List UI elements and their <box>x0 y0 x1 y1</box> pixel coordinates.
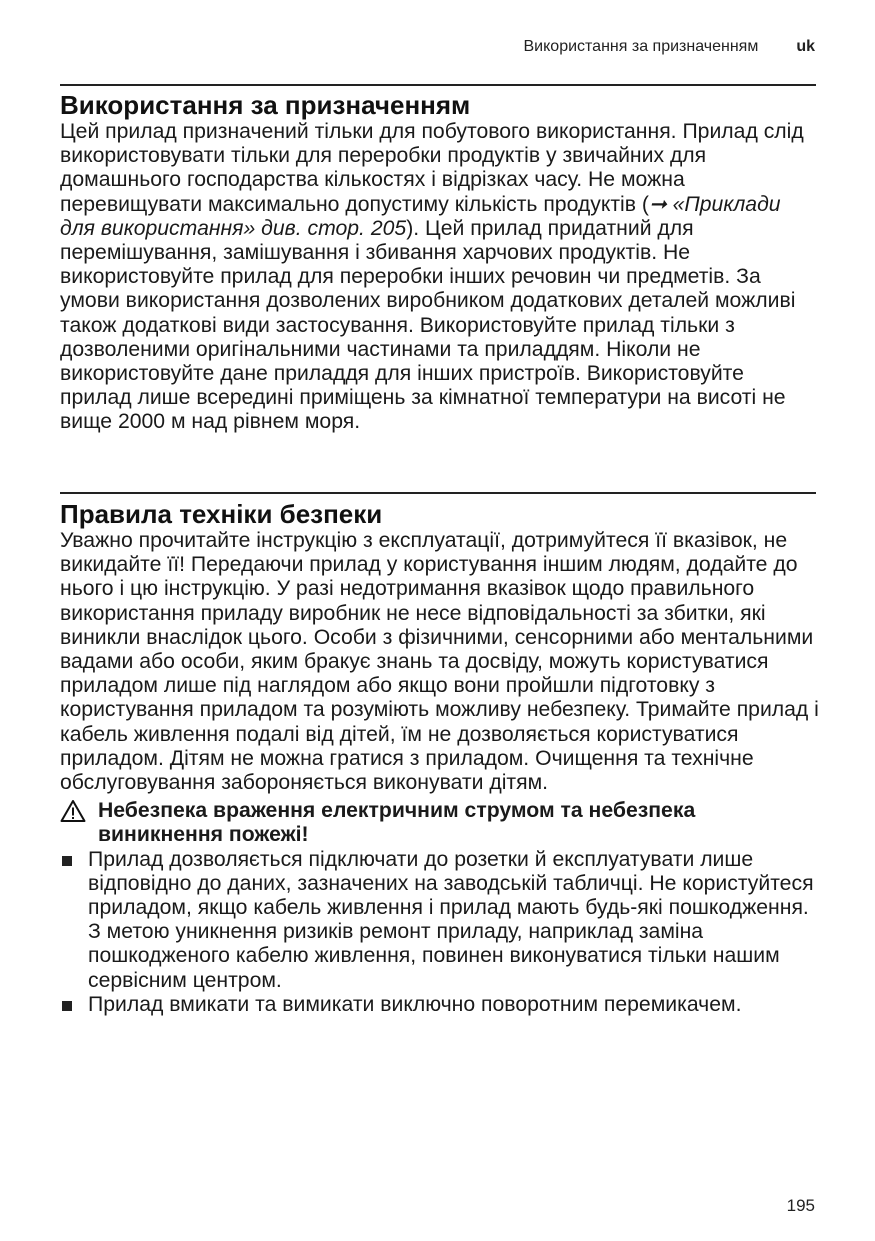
warning-title: Небезпека враження електричним струмом та небезпека виникнення пожежі! <box>98 799 696 847</box>
warning-heading <box>60 799 820 847</box>
warning-triangle-icon <box>60 799 86 823</box>
paragraph-text: ). Цей прилад придатний для перемішування, замішування і збивання харчових продуктів. Не використовуйте прилад для переробки інших речовин чи предметів. За умови використання дозволених виробником додаткових деталей можливі також додаткові види застосування. Використовуйте прилад тільки з дозволеними оригінальними частинами та приладдям. Ніколи не використовуйте дане приладдя для інших пристроїв. Використовуйте прилад лише всередині приміщень за кімнатної температури на висоті не вище 2000 м над рівнем моря. <box>60 216 796 434</box>
safety-paragraph: Уважно прочитайте інструкцію з експлуатації, дотримуйтеся її вказівок, не викидайте її! Передаючи прилад у користування іншим людям, додайте до нього і цю інструкцію. У разі недотримання вказівок щодо правильного використання приладу виробник не несе відповідальності за збитки, які виникли внаслідок цього. Особи з фізичними, сенсорними або ментальними вадами або особи, яким бракує знань та досвіду, можуть користуватися приладом лише під наглядом або якщо вони пройшли підготовку з користування приладом та розуміють можливу небезпеку. Тримайте прилад і кабель живлення подалі від дітей, їм не дозволяється користуватися приладом. Дітям не можна гратися з приладом. Очищення та технічне обслуговування забороняється виконувати дітям. <box>60 529 819 795</box>
page-reference-text: «Приклади для використання» див. стор. 205 <box>60 192 781 240</box>
section-title: Правила техніки безпеки <box>60 499 383 529</box>
language-code: uk <box>796 38 815 55</box>
list-item <box>60 848 820 993</box>
intended-use-paragraph <box>60 120 820 435</box>
section-divider <box>60 492 816 494</box>
section-divider <box>60 84 816 86</box>
list-item <box>60 993 820 1017</box>
section-intended-use <box>60 90 820 435</box>
section-title: Використання за призначенням <box>60 90 471 120</box>
bullet-square-icon <box>62 1001 72 1011</box>
safety-bullet-list <box>60 848 820 1017</box>
arrow-right-icon: ➞ <box>648 192 667 216</box>
paragraph-text: Цей прилад призначений тільки для побутового використання. Прилад слід використовувати тільки для переробки продуктів у звичайних для домашнього господарства кількостях і відрізках часу. Не можна перевищувати максимально допустиму кількість продуктів ( <box>60 120 804 216</box>
bullet-text: Прилад дозволяється підключати до розетки й експлуатувати лише відповідно до даних, зазначених на заводській табличці. Не користуйтеся приладом, якщо кабель живлення і прилад мають будь-які пошкодження. З метою уникнення ризиків ремонт приладу, наприклад заміна пошкодженого кабелю живлення, повинен виконуватися тільки нашим сервісним центром. <box>88 847 814 992</box>
running-header <box>524 38 816 56</box>
bullet-text: Прилад вмикати та вимикати виключно поворотним перемикачем. <box>88 992 742 1016</box>
page-number: 195 <box>786 1196 815 1215</box>
bullet-square-icon <box>62 856 72 866</box>
running-title: Використання за призначенням <box>523 38 759 55</box>
section-safety <box>60 499 820 1017</box>
